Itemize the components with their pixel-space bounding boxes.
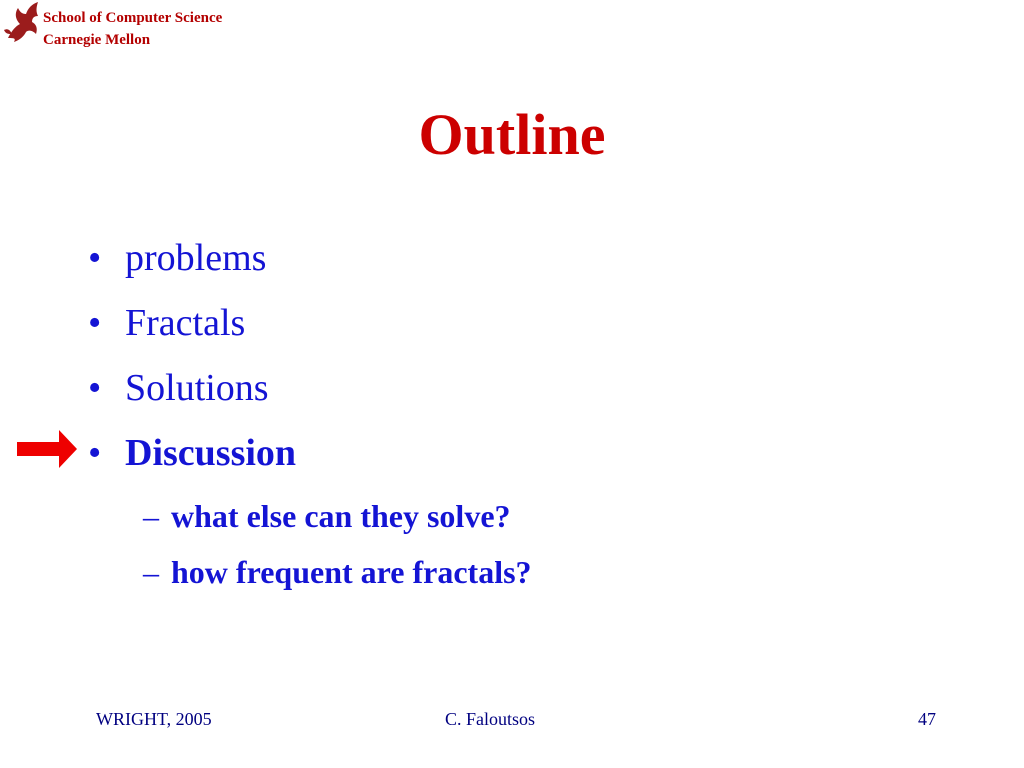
bullet-glyph: • <box>88 367 102 409</box>
sub-bullet-item <box>143 496 511 536</box>
sub-bullet-text: how frequent are fractals? <box>171 554 532 590</box>
footer-left: WRIGHT, 2005 <box>96 709 212 729</box>
sub-bullet-glyph: – <box>143 554 159 590</box>
sub-bullet-item <box>143 552 532 592</box>
footer-author: C. Faloutsos <box>445 709 536 729</box>
bullet-glyph: • <box>88 302 102 344</box>
institution-header <box>43 7 222 51</box>
bullet-text: Discussion <box>125 432 297 474</box>
sub-bullet-glyph: – <box>143 498 159 534</box>
sub-bullet-text: what else can they solve? <box>171 498 511 534</box>
university-name: Carnegie Mellon <box>43 32 151 48</box>
page-number: 47 <box>918 709 936 729</box>
red-arrow-icon <box>17 428 77 470</box>
bullet-item <box>88 236 266 280</box>
bullet-glyph: • <box>88 237 102 279</box>
dragon-logo-icon <box>2 0 42 44</box>
bullet-item <box>88 301 245 345</box>
bullet-text: problems <box>125 237 267 279</box>
school-name: School of Computer Science <box>43 10 223 26</box>
bullet-text: Solutions <box>125 367 269 409</box>
bullet-item-current <box>88 431 296 475</box>
bullet-text: Fractals <box>125 302 246 344</box>
bullet-glyph: • <box>88 432 102 474</box>
slide-title: Outline <box>418 102 606 167</box>
bullet-item <box>88 366 269 410</box>
